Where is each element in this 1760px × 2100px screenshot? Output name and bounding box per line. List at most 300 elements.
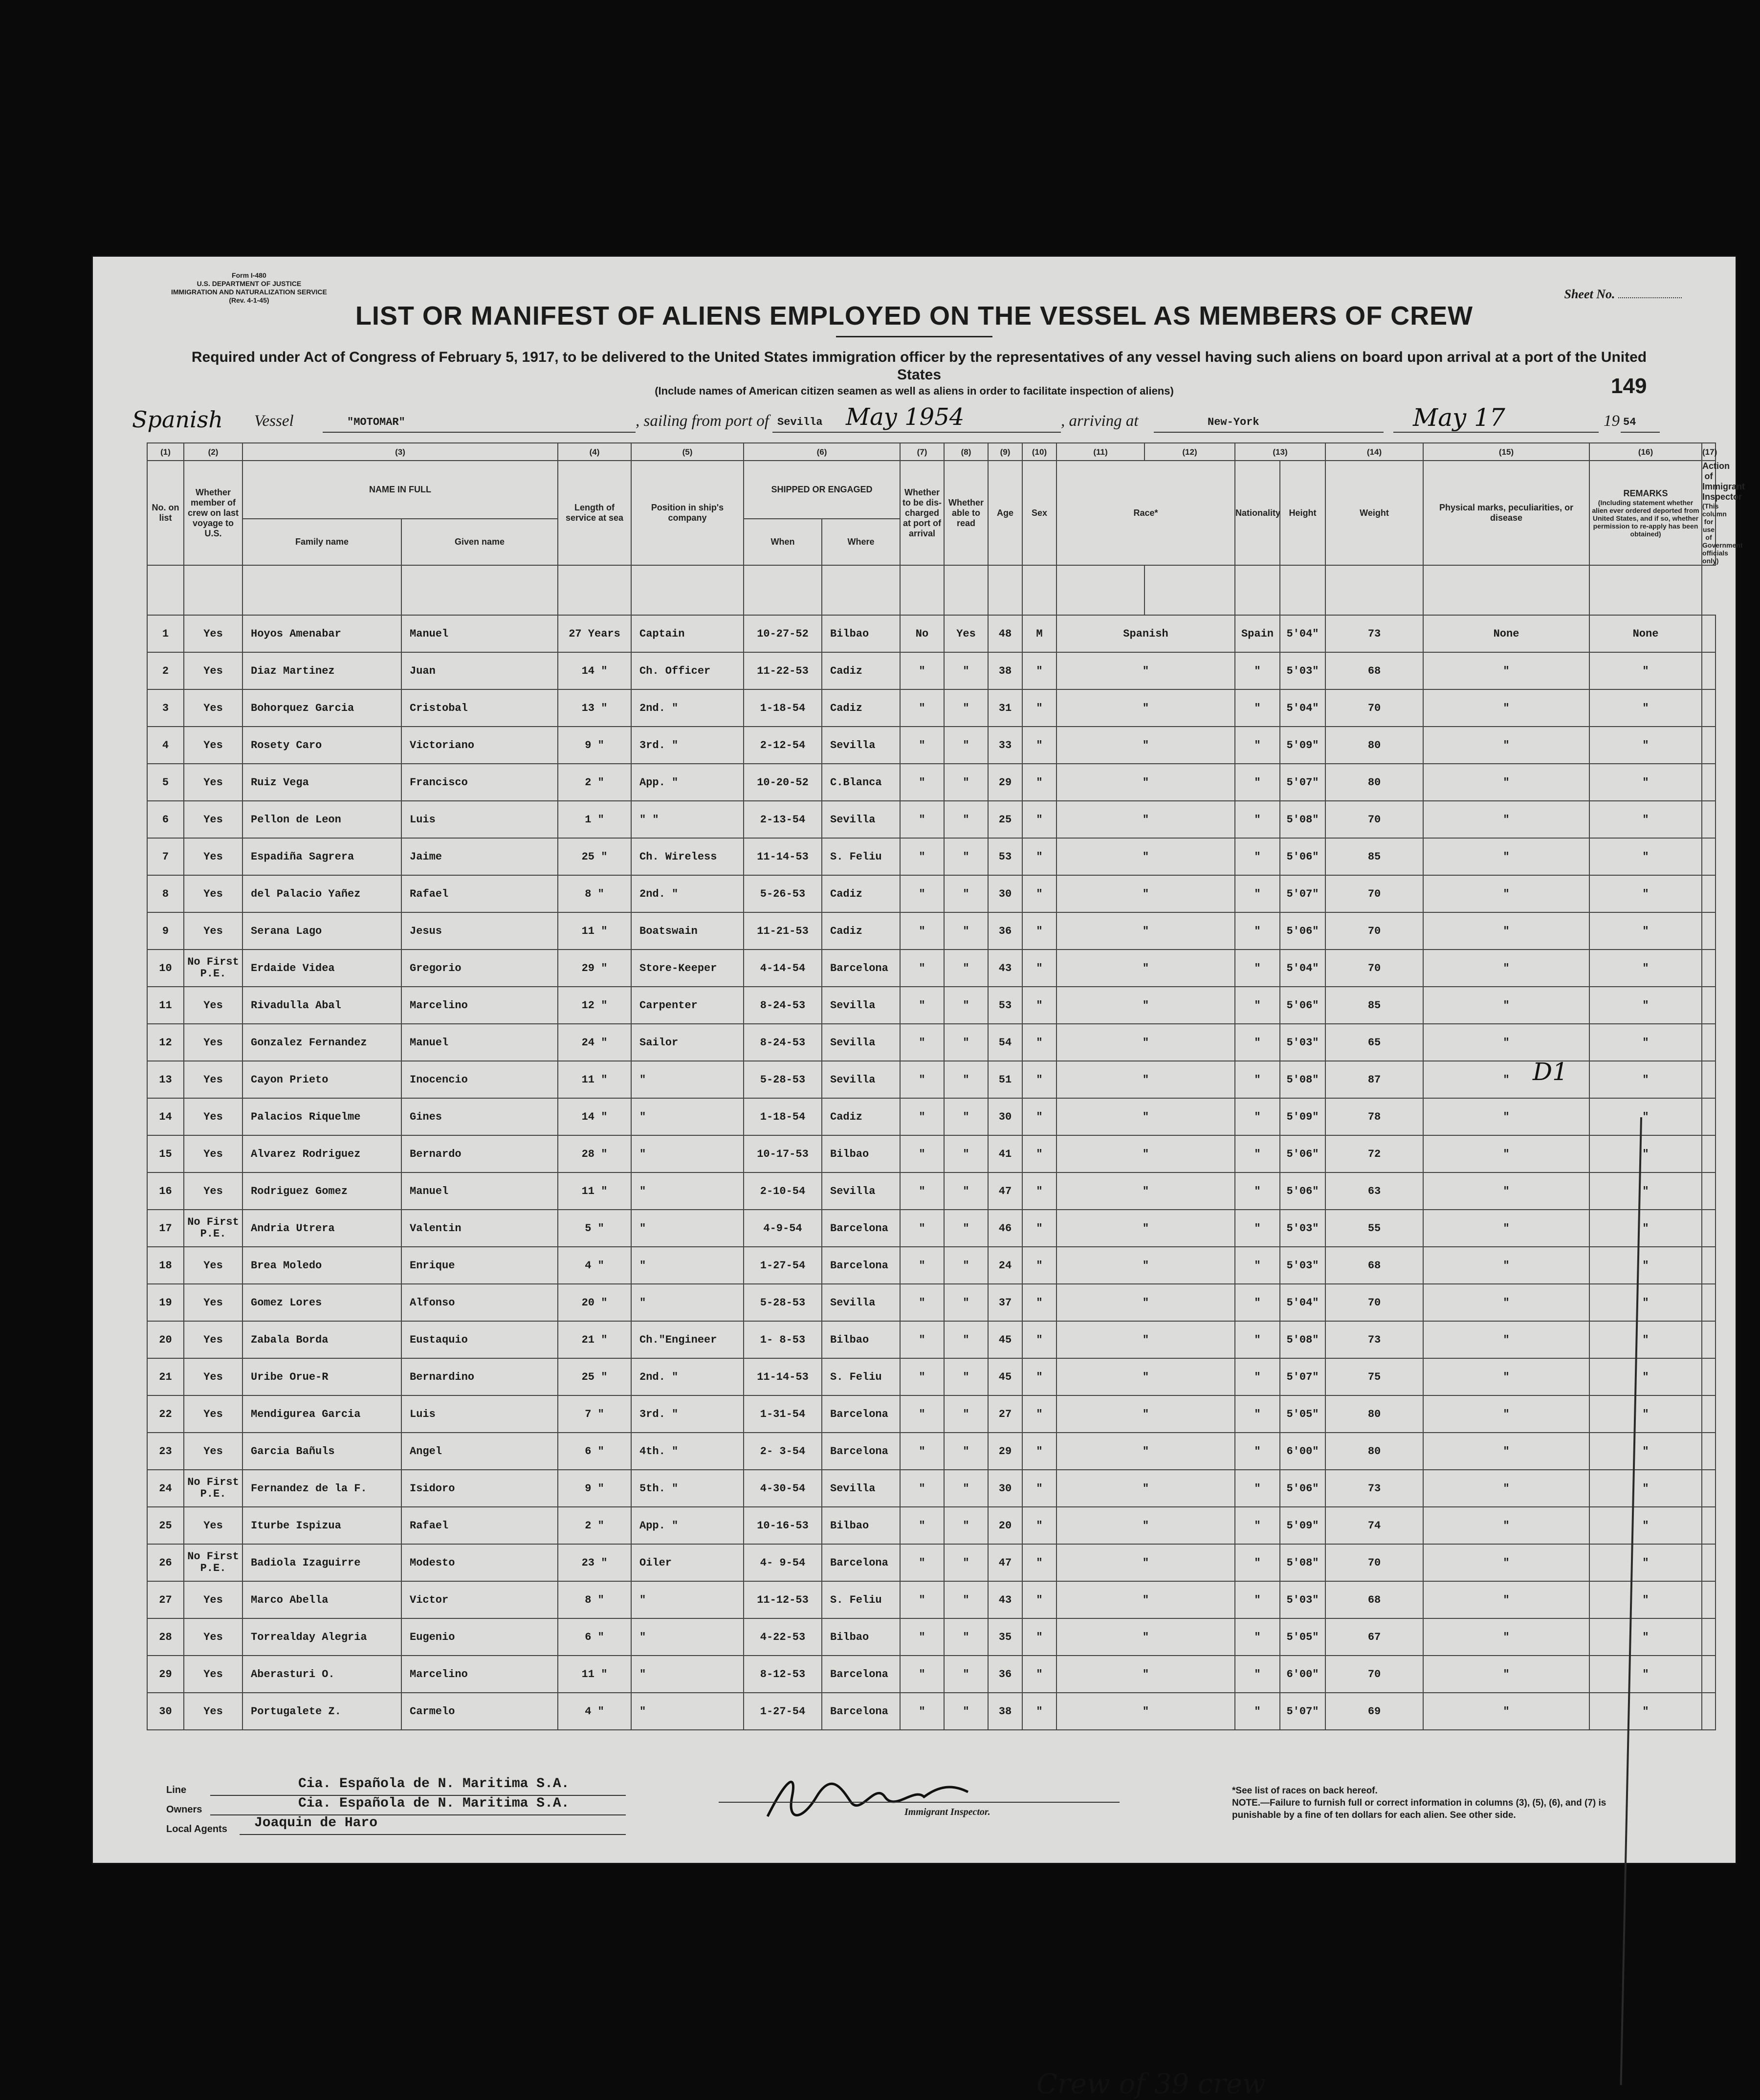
header-member: Whether member of crew on last voyage to U.S.: [184, 461, 242, 565]
row-shipped-where: Sevilla: [822, 801, 900, 838]
row-age: 30: [988, 1470, 1022, 1507]
service-name: IMMIGRATION AND NATURALIZATION SERVICE: [171, 288, 327, 296]
row-position: App. ": [631, 764, 744, 801]
vessel-label: Vessel: [254, 412, 294, 430]
row-nationality: ": [1235, 1210, 1280, 1247]
row-physical-marks: ": [1423, 1098, 1589, 1135]
row-physical-marks: ": [1423, 1210, 1589, 1247]
row-discharged: ": [900, 1284, 944, 1321]
row-length-of-service: 8 ": [558, 875, 631, 912]
row-remarks: ": [1589, 1470, 1702, 1507]
row-action: [1702, 1135, 1716, 1172]
sheet-number: [1564, 287, 1682, 302]
row-weight: 68: [1325, 1581, 1423, 1618]
table-row: [147, 1433, 1716, 1470]
row-age: 36: [988, 1656, 1022, 1693]
footer-notes: [1232, 1785, 1618, 1821]
row-position: Carpenter: [631, 987, 744, 1024]
row-race: ": [1056, 1544, 1235, 1581]
row-action: [1702, 1358, 1716, 1395]
manifest-sheet: [93, 257, 1745, 2100]
row-shipped-where: Barcelona: [822, 950, 900, 987]
row-number: 7: [147, 838, 184, 875]
row-shipped-when: 1-31-54: [744, 1395, 822, 1433]
col-num: (13): [1235, 443, 1325, 461]
row-physical-marks: ": [1423, 950, 1589, 987]
row-family-name: del Palacio Yañez: [242, 875, 401, 912]
row-number: 4: [147, 727, 184, 764]
row-family-name: Espadiña Sagrera: [242, 838, 401, 875]
row-length-of-service: 11 ": [558, 1656, 631, 1693]
header-remarks-title: REMARKS: [1623, 488, 1668, 498]
row-family-name: Brea Moledo: [242, 1247, 401, 1284]
row-shipped-where: Sevilla: [822, 1024, 900, 1061]
row-age: 27: [988, 1395, 1022, 1433]
header-nationality: Nationality: [1235, 461, 1280, 565]
row-sex: M: [1022, 615, 1056, 652]
row-able-to-read: ": [944, 727, 988, 764]
row-given-name: Isidoro: [401, 1470, 558, 1507]
row-shipped-when: 10-20-52: [744, 764, 822, 801]
row-given-name: Gines: [401, 1098, 558, 1135]
table-row: [147, 1693, 1716, 1730]
row-nationality: ": [1235, 1172, 1280, 1210]
row-length-of-service: 14 ": [558, 652, 631, 689]
row-length-of-service: 21 ": [558, 1321, 631, 1358]
row-shipped-where: Bilbao: [822, 1507, 900, 1544]
row-member: Yes: [184, 801, 242, 838]
title-divider: [836, 336, 992, 337]
row-shipped-where: Sevilla: [822, 1172, 900, 1210]
row-nationality: ": [1235, 1284, 1280, 1321]
sailing-label: , sailing from port of: [636, 412, 769, 430]
row-number: 22: [147, 1395, 184, 1433]
row-action: [1702, 1507, 1716, 1544]
row-number: 24: [147, 1470, 184, 1507]
row-given-name: Gregorio: [401, 950, 558, 987]
row-family-name: Andria Utrera: [242, 1210, 401, 1247]
flag-handwritten: Spanish: [132, 406, 223, 433]
row-discharged: ": [900, 1693, 944, 1730]
row-shipped-when: 4-14-54: [744, 950, 822, 987]
row-number: 20: [147, 1321, 184, 1358]
row-weight: 73: [1325, 615, 1423, 652]
form-identifier: [171, 271, 327, 305]
row-action: [1702, 1210, 1716, 1247]
row-family-name: Garcia Bañuls: [242, 1433, 401, 1470]
row-able-to-read: Yes: [944, 615, 988, 652]
row-action: [1702, 727, 1716, 764]
row-family-name: Mendigurea Garcia: [242, 1395, 401, 1433]
row-age: 54: [988, 1024, 1022, 1061]
row-sex: ": [1022, 1024, 1056, 1061]
row-number: 10: [147, 950, 184, 987]
row-able-to-read: ": [944, 652, 988, 689]
row-position: 5th. ": [631, 1470, 744, 1507]
row-length-of-service: 11 ": [558, 912, 631, 950]
row-given-name: Valentin: [401, 1210, 558, 1247]
table-row: [147, 838, 1716, 875]
row-able-to-read: ": [944, 1210, 988, 1247]
row-length-of-service: 25 ": [558, 838, 631, 875]
row-discharged: ": [900, 912, 944, 950]
row-number: 29: [147, 1656, 184, 1693]
header-family: Family name: [242, 519, 401, 565]
row-number: 11: [147, 987, 184, 1024]
row-weight: 55: [1325, 1210, 1423, 1247]
col-num: (6): [744, 443, 900, 461]
row-discharged: ": [900, 801, 944, 838]
row-remarks: ": [1589, 912, 1702, 950]
row-height: 6'00": [1280, 1656, 1325, 1693]
row-discharged: ": [900, 689, 944, 727]
row-nationality: ": [1235, 1358, 1280, 1395]
row-length-of-service: 5 ": [558, 1210, 631, 1247]
row-remarks: ": [1589, 1284, 1702, 1321]
header-shipped: SHIPPED OR ENGAGED: [744, 461, 900, 519]
row-shipped-when: 1- 8-53: [744, 1321, 822, 1358]
row-weight: 70: [1325, 1656, 1423, 1693]
row-length-of-service: 1 ": [558, 801, 631, 838]
row-given-name: Manuel: [401, 1172, 558, 1210]
row-nationality: ": [1235, 1098, 1280, 1135]
col-num: (2): [184, 443, 242, 461]
row-age: 46: [988, 1210, 1022, 1247]
row-discharged: ": [900, 1433, 944, 1470]
row-shipped-where: S. Feliu: [822, 838, 900, 875]
row-action: [1702, 689, 1716, 727]
sailing-date: May 1954: [846, 403, 965, 431]
row-able-to-read: ": [944, 1098, 988, 1135]
row-member: Yes: [184, 1024, 242, 1061]
row-race: ": [1056, 1247, 1235, 1284]
row-shipped-where: Bilbao: [822, 1321, 900, 1358]
table-row: [147, 1395, 1716, 1433]
row-nationality: ": [1235, 1581, 1280, 1618]
row-given-name: Bernardo: [401, 1135, 558, 1172]
col-num: (12): [1144, 443, 1235, 461]
agents-label: Local Agents: [166, 1824, 227, 1835]
row-remarks: None: [1589, 615, 1702, 652]
row-race: ": [1056, 1321, 1235, 1358]
header-action-sub: (This column for use of Government officials only): [1702, 502, 1743, 565]
table-row: [147, 950, 1716, 987]
row-given-name: Manuel: [401, 1024, 558, 1061]
row-length-of-service: 4 ": [558, 1247, 631, 1284]
table-row: [147, 1581, 1716, 1618]
row-age: 33: [988, 727, 1022, 764]
row-age: 43: [988, 950, 1022, 987]
row-number: 5: [147, 764, 184, 801]
row-physical-marks: ": [1423, 912, 1589, 950]
row-race: ": [1056, 987, 1235, 1024]
row-able-to-read: ": [944, 1024, 988, 1061]
row-number: 12: [147, 1024, 184, 1061]
header-discharged: Whether to be dis-charged at port of arrival: [900, 461, 944, 565]
row-sex: ": [1022, 950, 1056, 987]
table-row: [147, 1098, 1716, 1135]
races-note: *See list of races on back hereof.: [1232, 1786, 1378, 1796]
row-nationality: ": [1235, 1321, 1280, 1358]
year-prefix: 19: [1604, 412, 1620, 430]
row-family-name: Gonzalez Fernandez: [242, 1024, 401, 1061]
owners-value: Cia. Española de N. Maritima S.A.: [298, 1796, 570, 1811]
table-row: [147, 1544, 1716, 1581]
row-position: ": [631, 1098, 744, 1135]
row-given-name: Manuel: [401, 615, 558, 652]
row-discharged: ": [900, 652, 944, 689]
row-height: 5'04": [1280, 689, 1325, 727]
row-height: 5'06": [1280, 1135, 1325, 1172]
row-family-name: Palacios Riquelme: [242, 1098, 401, 1135]
row-shipped-when: 10-27-52: [744, 615, 822, 652]
row-member: Yes: [184, 1061, 242, 1098]
row-able-to-read: ": [944, 1470, 988, 1507]
row-race: ": [1056, 1507, 1235, 1544]
row-member: No First P.E.: [184, 1544, 242, 1581]
row-weight: 70: [1325, 1284, 1423, 1321]
row-race: ": [1056, 1395, 1235, 1433]
row-age: 29: [988, 764, 1022, 801]
row-race: ": [1056, 1024, 1235, 1061]
row-length-of-service: 4 ": [558, 1693, 631, 1730]
row-given-name: Luis: [401, 801, 558, 838]
header-when: When: [744, 519, 822, 565]
row-member: No First P.E.: [184, 1210, 242, 1247]
row-physical-marks: ": [1423, 727, 1589, 764]
row-discharged: ": [900, 987, 944, 1024]
row-height: 5'08": [1280, 1321, 1325, 1358]
row-weight: 67: [1325, 1618, 1423, 1656]
row-height: 5'04": [1280, 615, 1325, 652]
row-able-to-read: ": [944, 801, 988, 838]
header-position: Position in ship's company: [631, 461, 744, 565]
row-shipped-when: 2- 3-54: [744, 1433, 822, 1470]
row-weight: 75: [1325, 1358, 1423, 1395]
row-shipped-where: Sevilla: [822, 987, 900, 1024]
row-remarks: ": [1589, 1544, 1702, 1581]
row-able-to-read: ": [944, 1358, 988, 1395]
row-member: Yes: [184, 1135, 242, 1172]
row-height: 5'03": [1280, 652, 1325, 689]
row-nationality: ": [1235, 1618, 1280, 1656]
row-height: 5'09": [1280, 1098, 1325, 1135]
row-given-name: Juan: [401, 652, 558, 689]
row-length-of-service: 7 ": [558, 1395, 631, 1433]
row-family-name: Alvarez Rodriguez: [242, 1135, 401, 1172]
row-physical-marks: ": [1423, 1284, 1589, 1321]
row-position: ": [631, 1656, 744, 1693]
row-shipped-when: 1-27-54: [744, 1247, 822, 1284]
row-nationality: ": [1235, 727, 1280, 764]
row-family-name: Torrealday Alegria: [242, 1618, 401, 1656]
row-nationality: ": [1235, 1470, 1280, 1507]
row-physical-marks: ": [1423, 1470, 1589, 1507]
row-member: Yes: [184, 1247, 242, 1284]
header-age: Age: [988, 461, 1022, 565]
row-sex: ": [1022, 1433, 1056, 1470]
row-length-of-service: 11 ": [558, 1172, 631, 1210]
row-given-name: Eugenio: [401, 1618, 558, 1656]
row-shipped-when: 11-22-53: [744, 652, 822, 689]
row-number: 19: [147, 1284, 184, 1321]
row-position: ": [631, 1172, 744, 1210]
row-able-to-read: ": [944, 1395, 988, 1433]
row-given-name: Victor: [401, 1581, 558, 1618]
row-discharged: ": [900, 1210, 944, 1247]
crew-table: [147, 442, 1745, 1730]
row-remarks: ": [1589, 838, 1702, 875]
row-number: 17: [147, 1210, 184, 1247]
col-num: (15): [1423, 443, 1589, 461]
row-able-to-read: ": [944, 950, 988, 987]
row-nationality: ": [1235, 1395, 1280, 1433]
row-family-name: Rodriguez Gomez: [242, 1172, 401, 1210]
row-remarks: ": [1589, 764, 1702, 801]
header-action: [1702, 461, 1745, 565]
col-num: (14): [1325, 443, 1423, 461]
header-name: NAME IN FULL: [242, 461, 558, 519]
row-physical-marks: ": [1423, 1544, 1589, 1581]
row-able-to-read: ": [944, 1247, 988, 1284]
table-row: [147, 1358, 1716, 1395]
row-action: [1702, 652, 1716, 689]
row-age: 47: [988, 1544, 1022, 1581]
row-discharged: ": [900, 1581, 944, 1618]
row-member: Yes: [184, 652, 242, 689]
row-height: 5'03": [1280, 1024, 1325, 1061]
row-nationality: Spain: [1235, 615, 1280, 652]
header-sex: Sex: [1022, 461, 1056, 565]
row-able-to-read: ": [944, 1693, 988, 1730]
header-no-on-list: No. on list: [147, 461, 184, 565]
row-remarks: ": [1589, 1507, 1702, 1544]
header-where: Where: [822, 519, 900, 565]
row-position: Captain: [631, 615, 744, 652]
row-member: Yes: [184, 1098, 242, 1135]
row-height: 5'06": [1280, 1470, 1325, 1507]
row-family-name: Badiola Izaguirre: [242, 1544, 401, 1581]
row-position: ": [631, 1061, 744, 1098]
row-action: [1702, 1321, 1716, 1358]
row-family-name: Portugalete Z.: [242, 1693, 401, 1730]
row-nationality: ": [1235, 1507, 1280, 1544]
table-row: [147, 1507, 1716, 1544]
row-weight: 70: [1325, 689, 1423, 727]
row-physical-marks: ": [1423, 875, 1589, 912]
row-sex: ": [1022, 1210, 1056, 1247]
table-row: [147, 652, 1716, 689]
crew-count-note: Crew of 39 crew: [1036, 2068, 1266, 2100]
row-shipped-where: S. Feliu: [822, 1581, 900, 1618]
row-age: 47: [988, 1172, 1022, 1210]
row-physical-marks: ": [1423, 1024, 1589, 1061]
row-able-to-read: ": [944, 1618, 988, 1656]
row-given-name: Modesto: [401, 1544, 558, 1581]
row-race: ": [1056, 1433, 1235, 1470]
row-shipped-when: 2-12-54: [744, 727, 822, 764]
row-nationality: ": [1235, 912, 1280, 950]
row-height: 5'06": [1280, 1172, 1325, 1210]
row-race: ": [1056, 689, 1235, 727]
row-action: [1702, 838, 1716, 875]
row-weight: 73: [1325, 1321, 1423, 1358]
row-discharged: ": [900, 1321, 944, 1358]
row-position: Ch."Engineer: [631, 1321, 744, 1358]
row-position: 2nd. ": [631, 689, 744, 727]
row-action: [1702, 1061, 1716, 1098]
row-height: 5'09": [1280, 727, 1325, 764]
row-race: ": [1056, 1618, 1235, 1656]
row-position: 4th. ": [631, 1433, 744, 1470]
row-length-of-service: 6 ": [558, 1618, 631, 1656]
row-action: [1702, 912, 1716, 950]
row-position: Boatswain: [631, 912, 744, 950]
row-shipped-where: Barcelona: [822, 1395, 900, 1433]
row-shipped-where: Sevilla: [822, 727, 900, 764]
row-remarks: ": [1589, 1098, 1702, 1135]
row-race: ": [1056, 652, 1235, 689]
row-length-of-service: 12 ": [558, 987, 631, 1024]
row-remarks: ": [1589, 1433, 1702, 1470]
row-shipped-where: Sevilla: [822, 1061, 900, 1098]
row-sex: ": [1022, 1395, 1056, 1433]
row-able-to-read: ": [944, 987, 988, 1024]
row-discharged: ": [900, 875, 944, 912]
row-race: ": [1056, 1470, 1235, 1507]
row-height: 5'07": [1280, 1693, 1325, 1730]
row-remarks: ": [1589, 1321, 1702, 1358]
row-remarks: ": [1589, 652, 1702, 689]
row-sex: ": [1022, 727, 1056, 764]
row-remarks: ": [1589, 1172, 1702, 1210]
table-row: [147, 1135, 1716, 1172]
row-race: ": [1056, 1172, 1235, 1210]
row-physical-marks: ": [1423, 1321, 1589, 1358]
header-remarks-sub: (Including statement whether alien ever ordered deported from United States, and if so, whether permission to re-apply has been obtained): [1592, 498, 1699, 538]
row-action: [1702, 1395, 1716, 1433]
row-number: 18: [147, 1247, 184, 1284]
row-position: Ch. Wireless: [631, 838, 744, 875]
row-remarks: ": [1589, 1210, 1702, 1247]
row-sex: ": [1022, 689, 1056, 727]
row-physical-marks: ": [1423, 1581, 1589, 1618]
row-discharged: ": [900, 1395, 944, 1433]
row-physical-marks: ": [1423, 1507, 1589, 1544]
row-physical-marks: ": [1423, 838, 1589, 875]
row-given-name: Rafael: [401, 1507, 558, 1544]
row-shipped-when: 5-28-53: [744, 1284, 822, 1321]
row-number: 1: [147, 615, 184, 652]
row-weight: 68: [1325, 652, 1423, 689]
row-race: ": [1056, 1656, 1235, 1693]
row-given-name: Cristobal: [401, 689, 558, 727]
row-family-name: Diaz Martinez: [242, 652, 401, 689]
table-row: [147, 801, 1716, 838]
header-marks: Physical marks, peculiarities, or disease: [1423, 461, 1589, 565]
row-member: Yes: [184, 615, 242, 652]
row-number: 21: [147, 1358, 184, 1395]
row-physical-marks: ": [1423, 1358, 1589, 1395]
row-discharged: ": [900, 1172, 944, 1210]
row-sex: ": [1022, 1247, 1056, 1284]
row-sex: ": [1022, 1172, 1056, 1210]
row-weight: 70: [1325, 950, 1423, 987]
row-height: 5'08": [1280, 1544, 1325, 1581]
row-length-of-service: 23 ": [558, 1544, 631, 1581]
col-num: (17): [1702, 443, 1716, 461]
table-row: [147, 764, 1716, 801]
